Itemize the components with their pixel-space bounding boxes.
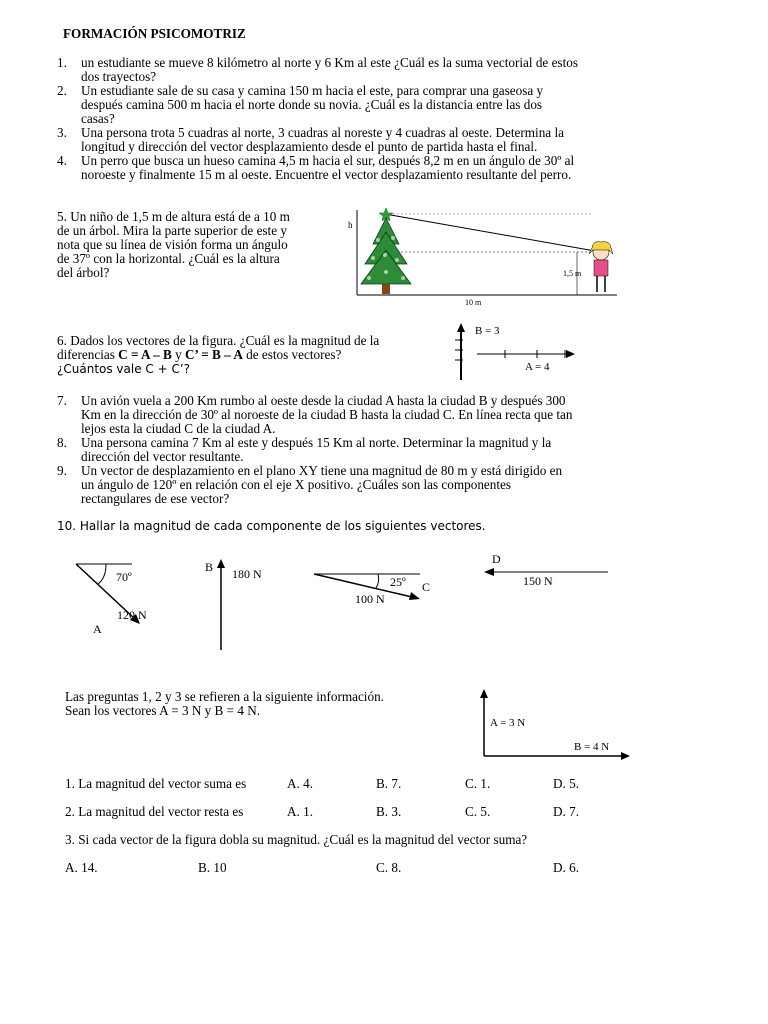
c-magnitude-label: 100 N [355,592,385,606]
vector-a-axis-head [480,689,488,698]
problem-number: 8. [57,435,67,450]
b-vector-label: B = 4 N [574,741,610,753]
mc-option: A. 1. [287,804,314,819]
tree-figure [345,200,625,312]
formula-c-prime: C’ = B – A [185,347,243,362]
mc-option: D. 5. [553,776,580,791]
problem-text: Una persona trota 5 cuadras al norte, 3 cuadras al noreste y 4 cuadras al oeste. Determina la [81,125,564,140]
sight-line [385,214,595,251]
problem6-text: ¿Cuántos vale C + C’? [57,362,191,376]
problem-text: dirección del vector resultante. [81,449,244,464]
mc-question: 3. Si cada vector de la figura dobla su magnitud. ¿Cuál es la magnitud del vector suma? [65,832,528,847]
problem-text: un ángulo de 120º en relación con el eje X positivo. ¿Cuáles son las componentes [81,477,512,492]
c-angle-label: 25º [390,575,406,589]
problem-text: después camina 500 m hacia el norte donde su novia. ¿Cuál es la distancia entre las dos [81,97,543,112]
a-name-label: A [93,622,102,636]
axes-figure [472,684,632,764]
problem5-text: de un árbol. Mira la parte superior de este y [57,223,287,238]
mc-option: C. 1. [465,776,491,791]
mc-question: 1. La magnitud del vector suma es [65,776,247,791]
child-height-label: 1,5 m [563,269,582,278]
problem-text: Km en la dirección de 30º al noroeste de la ciudad B hasta la ciudad C. En línea recta que tan [81,407,573,422]
vectors-ab-figure [445,320,605,385]
mc-option: D. 7. [553,804,580,819]
a-magnitude-label: 120 N [117,608,147,622]
problem-text: casas? [81,111,115,126]
problem-text: longitud y dirección del vector desplazamiento desde el punto de partida hasta el final. [81,139,538,154]
tree-icon [361,208,411,294]
page-title: FORMACIÓN PSICOMOTRIZ [63,26,246,41]
angle-arc-a [98,564,106,584]
problem-number: 2. [57,83,67,98]
mc-option: A. 14. [65,860,98,875]
problem-text: Un perro que busca un hueso camina 4,5 m hacia el sur, después 8,2 m en un ángulo de 30º al [81,153,575,168]
problem-number: 3. [57,125,67,140]
vector-a-head [566,350,575,358]
mc-option: B. 3. [376,804,402,819]
b-label: B = 3 [475,325,500,337]
problem-text: un estudiante se mueve 8 kilómetro al norte y 6 Km al este ¿Cuál es la suma vectorial de estos [81,55,578,70]
b-magnitude-label: 180 N [232,567,262,581]
problem5-text: nota que su línea de visión forma un ángulo [57,237,288,252]
problem-text: Un vector de desplazamiento en el plano XY tiene una magnitud de 80 m y está dirigido en [81,463,563,478]
problem6-mid: y [171,347,186,362]
problem6-text-line2 [57,348,341,363]
child-icon [589,242,613,292]
force-vectors-figure [60,550,620,655]
b-name-label: B [205,560,214,574]
a-label: A = 4 [525,361,550,373]
distance-label: 10 m [465,298,482,307]
mc-option: D. 6. [553,860,580,875]
problem-text: dos trayectos? [81,69,157,84]
problem-number: 7. [57,393,67,408]
problem-text: Un avión vuela a 200 Km rumbo al oeste desde la ciudad A hasta la ciudad B y después 300 [81,393,566,408]
problem5-text: 5. Un niño de 1,5 m de altura está de a 10 m [57,209,290,224]
d-magnitude-label: 150 N [523,574,553,588]
problem-text: Un estudiante sale de su casa y camina 150 m hacia el este, para comprar una gaseosa y [81,83,544,98]
mc-option: C. 8. [376,860,402,875]
angle-arc-c [376,574,379,588]
vector-d-head [484,568,494,576]
problem6-text: 6. Dados los vectores de la figura. ¿Cuál es la magnitud de la [57,333,380,348]
problem-text: Una persona camina 7 Km al este y después 15 Km al norte. Determinar la magnitud y la [81,435,552,450]
c-name-label: C [422,580,431,594]
problem5-text: del árbol? [57,265,110,280]
mc-option: A. 4. [287,776,314,791]
problem6-post: de estos vectores? [242,347,342,362]
problem-number: 4. [57,153,67,168]
h-label: h [348,220,353,230]
vector-b-head [457,323,465,332]
vector-b-head [217,559,225,568]
problem-number: 9. [57,463,67,478]
vector-c-head [409,592,420,600]
vector-b-axis-head [621,752,630,760]
problem-text: lejos esta la ciudad C de la ciudad A. [81,421,276,436]
mc-option: B. 10 [198,860,227,875]
problem6-pre: diferencias [57,347,119,362]
formula-c: C = A – B [118,347,172,362]
problem-text: rectangulares de ese vector? [81,491,230,506]
a-vector-label: A = 3 N [490,717,526,729]
problem-number: 1. [57,55,67,70]
problem-text: noroeste y finalmente 15 m al oeste. Encuentre el vector desplazamiento resultante del perro. [81,167,572,182]
d-name-label: D [492,552,501,566]
info-text: Sean los vectores A = 3 N y B = 4 N. [65,703,261,718]
problem10-text: 10. Hallar la magnitud de cada componente de los siguientes vectores. [57,519,486,533]
mc-question: 2. La magnitud del vector resta es [65,804,244,819]
mc-option: B. 7. [376,776,402,791]
mc-option: C. 5. [465,804,491,819]
problem5-text: de 37º con la horizontal. ¿Cuál es la altura [57,251,280,266]
a-angle-label: 70º [116,570,132,584]
info-text: Las preguntas 1, 2 y 3 se refieren a la siguiente información. [65,689,384,704]
